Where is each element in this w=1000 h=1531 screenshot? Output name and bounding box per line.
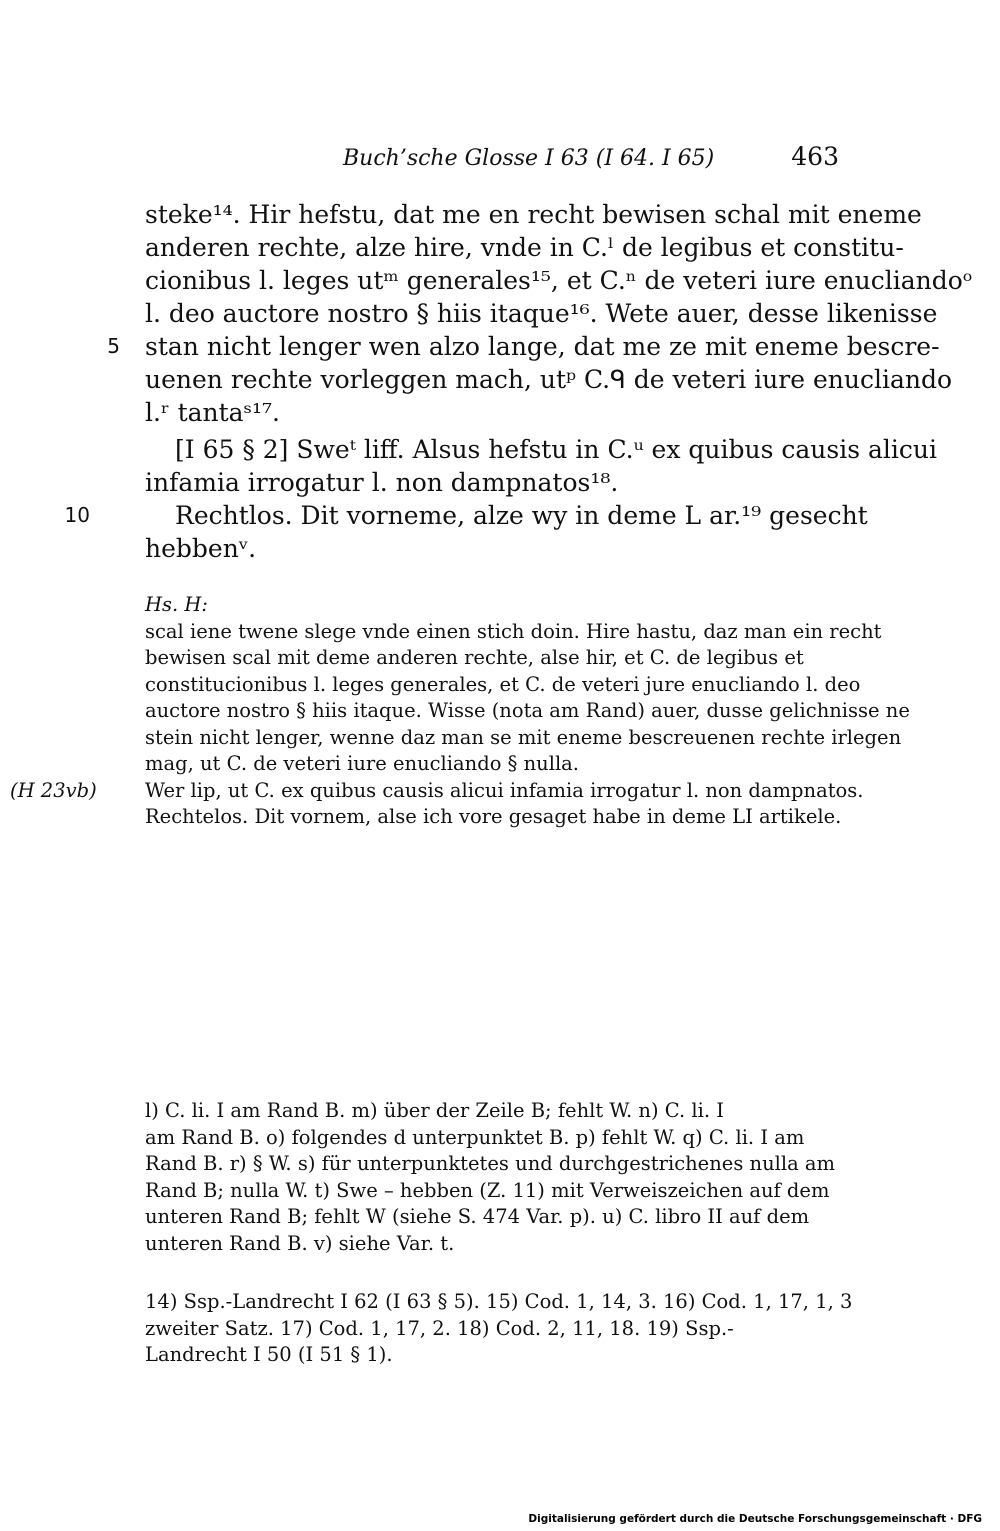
footnote-line: 14) Ssp.-Landrecht I 62 (I 63 § 5). 15) Cod. 1, 14, 3. 16) Cod. 1, 17, 1, 3 (145, 1290, 853, 1313)
main-line: 10 Rechtlos. Dit vorneme, alze wy in deme L ar.¹⁹ gesecht (145, 499, 839, 532)
manuscript-line: (H 23vb) Wer lip, ut C. ex quibus causis alicui infamia irrogatur l. non dampnatos. (145, 778, 839, 805)
main-line: uenen rechte vorleggen mach, utᵖ C.ᑫ de veteri iure enucliando (145, 365, 953, 394)
manuscript-h-text (10, 592, 910, 831)
manuscript-heading: Hs. H: (145, 593, 208, 616)
dfg-credit: Digitalisierung gefördert durch die Deutsche Forschungsgemeinschaft · DFG (528, 1513, 982, 1525)
footnote-line: zweiter Satz. 17) Cod. 1, 17, 2. 18) Cod. 2, 11, 18. 19) Ssp.- (145, 1316, 734, 1340)
main-line: anderen rechte, alze hire, vnde in C.ˡ de legibus et constitu- (145, 233, 904, 262)
apparatus-line: unteren Rand B. v) siehe Var. t. (145, 1231, 455, 1255)
manuscript-line: Rechtelos. Dit vornem, alse ich vore gesaget habe in deme LI artikele. (145, 805, 842, 828)
apparatus-line: l) C. li. I am Rand B. m) über der Zeile B; fehlt W. n) C. li. I (145, 1099, 724, 1122)
running-title: Buch’sche Glosse I 63 (I 64. I 65) (343, 146, 715, 171)
apparatus-line: unteren Rand B; fehlt W (siehe S. 474 Var. p). u) C. libro II auf dem (145, 1205, 810, 1228)
line-number: 5 (107, 334, 120, 358)
manuscript-line: stein nicht lenger, wenne daz man se mit eneme bescreuenen rechte irlegen (145, 725, 902, 749)
source-footnotes (145, 1289, 853, 1369)
main-line: cionibus l. leges utᵐ generales¹⁵, et C.ⁿ de veteri iure enucliandoᵒ (145, 266, 973, 295)
margin-folio-note: (H 23vb) (10, 778, 97, 802)
critical-apparatus (145, 1098, 839, 1257)
apparatus-line: am Rand B. o) folgendes d unterpunktet B. p) fehlt W. q) C. li. I am (145, 1125, 805, 1149)
main-line: 5 stan nicht lenger wen alzo lange, dat me ze mit eneme bescre- (145, 330, 839, 363)
page-number: 463 (791, 142, 839, 171)
manuscript-line: auctore nostro § hiis itaque. Wisse (nota am Rand) auer, dusse gelichnisse ne (145, 699, 910, 722)
apparatus-line: Rand B; nulla W. t) Swe – hebben (Z. 11) mit Verweiszeichen auf dem (145, 1178, 830, 1202)
main-line: infamia irrogatur l. non dampnatos¹⁸. (145, 468, 619, 497)
manuscript-line: constitucionibus l. leges generales, et C. de veteri jure enucliando l. deo (145, 672, 861, 696)
manuscript-line: bewisen scal mit deme anderen rechte, alse hir, et C. de legibus et (145, 646, 804, 669)
main-line: hebbenᵛ. (145, 534, 257, 563)
page-header (145, 142, 839, 178)
main-line: l. deo auctore nostro § hiis itaque¹⁶. Wete auer, desse likenisse (145, 299, 938, 328)
apparatus-line: Rand B. r) § W. s) für unterpunktetes und durchgestrichenes nulla am (145, 1152, 836, 1175)
manuscript-line: mag, ut C. de veteri iure enucliando § nulla. (145, 752, 579, 775)
main-text (64, 198, 973, 565)
footnote-line: Landrecht I 50 (I 51 § 1). (145, 1343, 393, 1366)
main-line: [I 65 § 2] Sweᵗ liff. Alsus hefstu in C.ᵘ ex quibus causis alicui (175, 435, 937, 464)
line-number: 10 (64, 503, 90, 527)
main-line: steke¹⁴. Hir hefstu, dat me en recht bewisen schal mit eneme (145, 200, 922, 229)
main-line: l.ʳ tantaˢ¹⁷. (145, 398, 280, 427)
manuscript-line: scal iene twene slege vnde einen stich doin. Hire hastu, daz man ein recht (145, 619, 882, 643)
